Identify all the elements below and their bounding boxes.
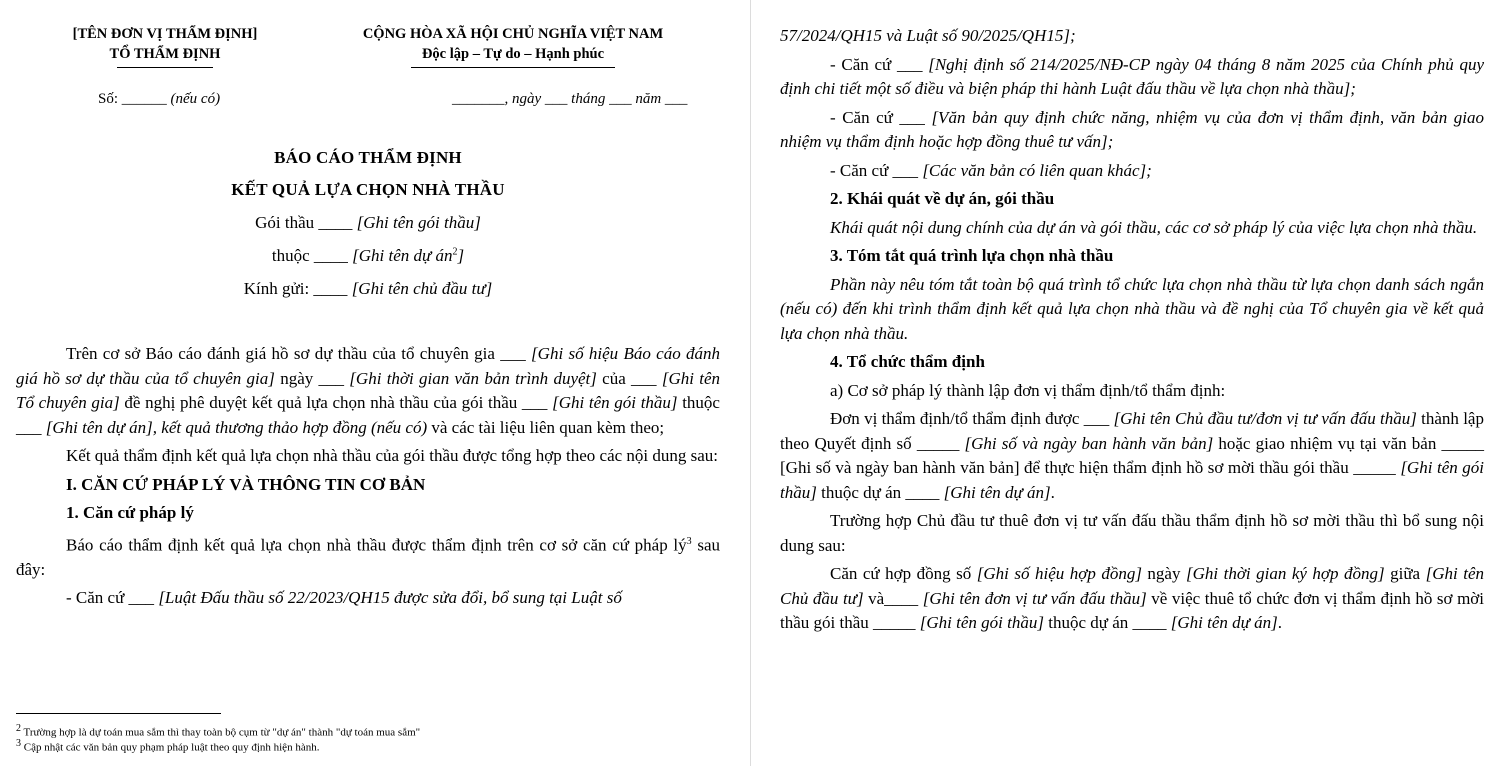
package-value: [Ghi tên gói thầu] bbox=[356, 213, 481, 232]
motto-underline bbox=[411, 67, 615, 68]
paragraph-consultant-case: Trường hợp Chủ đầu tư thuê đơn vị tư vấn đấu thầu thẩm định hồ sơ mời thầu thì bổ sung nội dung sau: bbox=[780, 511, 1484, 555]
text-run: [Luật Đấu thầu số 22/2023/QH15 được sửa đổi, bổ sung tại Luật số bbox=[158, 588, 622, 608]
org-name: [TÊN ĐƠN VỊ THẨM ĐỊNH] bbox=[72, 26, 258, 42]
recipient-label: Kính gửi: ____ bbox=[243, 279, 352, 298]
section-heading-2: 2. Khái quát về dự án, gói thầu bbox=[830, 189, 1055, 208]
text-run: và____ bbox=[863, 588, 923, 608]
text-run: hoặc giao nhiệm vụ tại văn bản _____ [Ghi số và ngày ban hành văn bản] để thực hiện thẩm định hồ sơ mời thầu gói thầu _____ bbox=[780, 433, 1485, 477]
paragraph-legal-basis bbox=[16, 530, 720, 583]
text-run: thành lập theo Quyết định số _____ bbox=[780, 409, 1484, 453]
right-body bbox=[780, 24, 1484, 640]
report-title-1: BÁO CÁO THẨM ĐỊNH bbox=[274, 148, 462, 167]
text-run: [Ghi thời gian ký hợp đồng] bbox=[1185, 564, 1385, 583]
footnote-ref-3[interactable]: 3 bbox=[686, 535, 692, 547]
section-heading-1: 1. Căn cứ pháp lý bbox=[66, 503, 194, 522]
text-run: và các tài liệu liên quan kèm theo; bbox=[427, 417, 665, 437]
text-run: - Căn cứ ___ bbox=[830, 107, 932, 127]
paragraph-appraisal-unit bbox=[780, 407, 1484, 505]
date-line: _______, ngày ___ tháng ___ năm ___ bbox=[452, 91, 688, 107]
text-run: [Ghi thời gian văn bản trình duyệt] bbox=[349, 368, 597, 388]
report-title-2: KẾT QUẢ LỰA CHỌN NHÀ THẦU bbox=[231, 180, 505, 199]
text-run: [Ghi tên gói thầu] bbox=[552, 393, 678, 412]
project-line bbox=[16, 246, 720, 266]
national-header bbox=[330, 24, 696, 68]
paragraph-summary: Kết quả thẩm định kết quả lựa chọn nhà thầu của gói thầu được tổng hợp theo các nội dung sau: bbox=[66, 446, 719, 465]
text-run: [Ghi tên gói thầu] bbox=[780, 458, 1484, 502]
text-run: ngày bbox=[1141, 564, 1186, 583]
text-run: Phần này nêu tóm tắt toàn bộ quá trình tổ chức lựa chọn nhà thầu từ lựa chọn danh sách ngắn (nếu có) đến khi trình thẩm định kết quả lựa chọn nhà thầu và đề nghị của Tổ chuyên gia về kết quả lựa chọn nhà thầu. bbox=[780, 274, 1484, 343]
text-run: Khái quát nội dung chính của dự án và gói thầu, các cơ sở pháp lý của việc lựa chọn nhà thầu. bbox=[830, 217, 1478, 237]
footnote-ref-2[interactable]: 2 bbox=[452, 246, 458, 258]
document-number bbox=[98, 91, 220, 108]
motto: Độc lập – Tự do – Hạnh phúc bbox=[421, 46, 605, 62]
text-run: Căn cứ hợp đồng số bbox=[830, 564, 977, 583]
nation-name: CỘNG HÒA XÃ HỘI CHỦ NGHĨA VIỆT NAM bbox=[362, 26, 664, 42]
footnote-3 bbox=[16, 737, 319, 755]
section-heading-3: 3. Tóm tắt quá trình lựa chọn nhà thầu bbox=[830, 246, 1114, 265]
text-run: [Ghi tên dự án] bbox=[1170, 613, 1278, 632]
text-run: Báo cáo thẩm định kết quả lựa chọn nhà thầu được thẩm định trên cơ sở căn cứ pháp lý bbox=[66, 535, 687, 555]
paragraph-basis bbox=[16, 342, 720, 440]
number-label: Số: ______ bbox=[98, 91, 167, 107]
text-run: của ___ bbox=[596, 368, 662, 388]
text-run: - Căn cứ ___ bbox=[66, 588, 159, 608]
text-run: [Ghi tên dự án] bbox=[943, 482, 1051, 502]
text-run: [Ghi số hiệu hợp đồng] bbox=[976, 564, 1142, 583]
recipient-value: [Ghi tên chủ đầu tư] bbox=[351, 279, 493, 298]
project-close: ] bbox=[457, 246, 465, 265]
text-run: [Ghi tên Chủ đầu tư/đơn vị tư vấn đấu thầu] bbox=[1113, 409, 1417, 428]
law-continuation bbox=[780, 24, 1484, 49]
text-run: - Căn cứ ___ bbox=[830, 160, 923, 180]
text-run: . bbox=[1050, 482, 1055, 502]
left-body bbox=[16, 342, 720, 615]
text-run: - Căn cứ ___ bbox=[830, 54, 929, 74]
footnote-3-number: 3 bbox=[16, 738, 21, 749]
paragraph-process bbox=[780, 273, 1484, 347]
project-label: thuộc ____ bbox=[271, 246, 353, 265]
basis-mandate bbox=[780, 106, 1484, 155]
page-divider bbox=[750, 0, 751, 766]
text-run: [Nghị định số 214/2025/NĐ-CP ngày 04 tháng 8 năm 2025 của Chính phủ quy định chi tiết một số điều và biện pháp thi hành Luật đấu thầu về lựa chọn nhà thầu]; bbox=[780, 54, 1485, 98]
footnote-2-text: Trường hợp là dự toán mua sắm thì thay toàn bộ cụm từ "dự án" thành "dự toán mua sắm" bbox=[21, 726, 421, 739]
recipient-line bbox=[16, 279, 720, 299]
text-run: [Ghi tên gói thầu] bbox=[919, 613, 1044, 632]
text-run: [Ghi số hiệu Báo cáo đánh giá hồ sơ dự thầu của tổ chuyên gia] bbox=[16, 344, 720, 388]
package-line bbox=[16, 213, 720, 233]
text-run: [Các văn bản có liên quan khác]; bbox=[922, 160, 1152, 180]
text-run: Đơn vị thẩm định/tổ thẩm định được ___ bbox=[830, 409, 1114, 428]
text-run: đề nghị phê duyệt kết quả lựa chọn nhà thầu của gói thầu ___ bbox=[119, 393, 553, 412]
text-run: [Ghi tên dự án], kết quả thương thảo hợp đồng (nếu có) bbox=[45, 417, 428, 437]
text-run: [Văn bản quy định chức năng, nhiệm vụ của đơn vị thẩm định, văn bản giao nhiệm vụ thẩm định hoặc hợp đồng thuê tư vấn]; bbox=[780, 107, 1484, 151]
paragraph-legal-setup: a) Cơ sở pháp lý thành lập đơn vị thẩm định/tổ thẩm định: bbox=[830, 380, 1226, 400]
text-run: thuộc ___ bbox=[16, 393, 720, 437]
section-heading-4: 4. Tổ chức thẩm định bbox=[830, 352, 985, 371]
text-run: giữa bbox=[1384, 564, 1426, 583]
text-run: sau đây: bbox=[16, 535, 720, 579]
org-sub: TỔ THẨM ĐỊNH bbox=[109, 46, 221, 62]
text-run: thuộc dự án ____ bbox=[816, 482, 944, 502]
paragraph-overview bbox=[780, 216, 1484, 241]
project-value: [Ghi tên dự án bbox=[352, 246, 453, 265]
organization-header bbox=[60, 24, 270, 68]
paragraph-contract bbox=[780, 562, 1484, 636]
text-run: về việc thuê tổ chức đơn vị thẩm định hồ sơ mời thầu gói thầu _____ bbox=[780, 588, 1485, 632]
text-run: [Ghi tên Chủ đầu tư] bbox=[780, 564, 1484, 608]
package-label: Gói thầu ____ bbox=[255, 213, 357, 232]
text-run: [Ghi tên đơn vị tư vấn đấu thầu] bbox=[922, 588, 1147, 608]
footnote-3-text: Cập nhật các văn bản quy phạm pháp luật theo quy định hiện hành. bbox=[21, 741, 320, 754]
text-run: ngày ___ bbox=[274, 368, 350, 388]
paragraph-law bbox=[16, 586, 720, 611]
text-run: [Ghi số và ngày ban hành văn bản] bbox=[964, 433, 1214, 453]
text-run: 57/2024/QH15 và Luật số 90/2025/QH15]; bbox=[780, 26, 1076, 45]
text-run: thuộc dự án ____ bbox=[1043, 613, 1171, 632]
text-run: . bbox=[1277, 613, 1283, 632]
text-run: [Ghi tên Tổ chuyên gia] bbox=[16, 368, 720, 412]
section-heading-I: I. CĂN CỨ PHÁP LÝ VÀ THÔNG TIN CƠ BẢN bbox=[66, 474, 426, 494]
basis-decree bbox=[780, 53, 1484, 102]
text-run: Trên cơ sở Báo cáo đánh giá hồ sơ dự thầu của tổ chuyên gia ___ bbox=[66, 344, 532, 363]
footnote-2-number: 2 bbox=[16, 723, 21, 734]
number-note: (nếu có) bbox=[170, 91, 221, 107]
org-underline bbox=[117, 67, 213, 68]
footnote-separator bbox=[16, 713, 221, 714]
basis-other bbox=[780, 159, 1484, 184]
